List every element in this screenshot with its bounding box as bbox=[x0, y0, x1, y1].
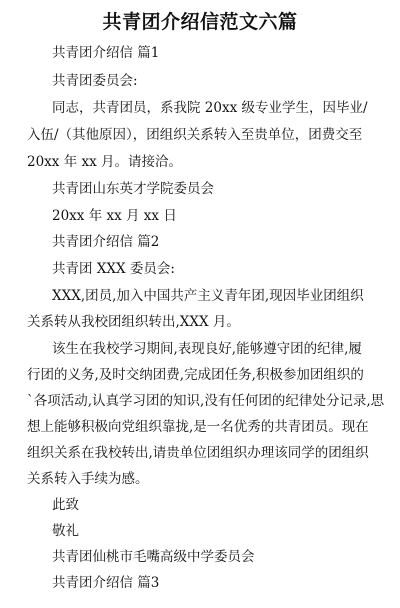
section-heading-1: 共青团介绍信 篇1 bbox=[52, 45, 160, 61]
body-line: 该生在我校学习期间,表现良好,能够遵守团的纪律,履 bbox=[52, 341, 362, 357]
body-line: 行团的义务,及时交纳团费,完成团任务,积极参加团组织的 bbox=[27, 367, 364, 383]
closing-line: 此致 bbox=[52, 497, 79, 513]
body-line: 20xx 年 xx 月。请接洽。 bbox=[27, 154, 183, 170]
body-line: 关系转从我校团组织转出,XXX 月。 bbox=[27, 314, 240, 330]
date-line: 20xx 年 xx 月 xx 日 bbox=[52, 208, 177, 224]
recipient-line: 共青团委员会: bbox=[52, 73, 138, 89]
body-line: 组织关系在我校转出,请贵单位团组织办理该同学的团组织 bbox=[27, 445, 369, 461]
signature-line: 共青团仙桃市毛嘴高级中学委员会 bbox=[52, 549, 255, 565]
body-line: 关系转入手续为感。 bbox=[27, 471, 149, 487]
body-line: `各项活动,认真学习团的知识,没有任何团的纪律处分记录,思 bbox=[27, 393, 385, 409]
section-heading-2: 共青团介绍信 篇2 bbox=[52, 234, 160, 250]
section-heading-3: 共青团介绍信 篇3 bbox=[52, 575, 160, 591]
recipient-line: 共青团 XXX 委员会: bbox=[52, 261, 175, 277]
document-title: 共青团介绍信范文六篇 bbox=[102, 11, 298, 33]
closing-line: 敬礼 bbox=[52, 523, 79, 539]
signature-line: 共青团山东英才学院委员会 bbox=[52, 181, 214, 197]
body-line: 同志，共青团员，系我院 20xx 级专业学生，因毕业/ bbox=[52, 100, 368, 116]
body-line: XXX,团员,加入中国共产主义青年团,现因毕业团组织 bbox=[52, 288, 364, 304]
body-line: 入伍/（其他原因），团组织关系转入至贵单位，团费交至 bbox=[27, 127, 363, 143]
body-line: 想上能够积极向党组织靠拢,是一名优秀的共青团员。现在 bbox=[27, 419, 369, 435]
